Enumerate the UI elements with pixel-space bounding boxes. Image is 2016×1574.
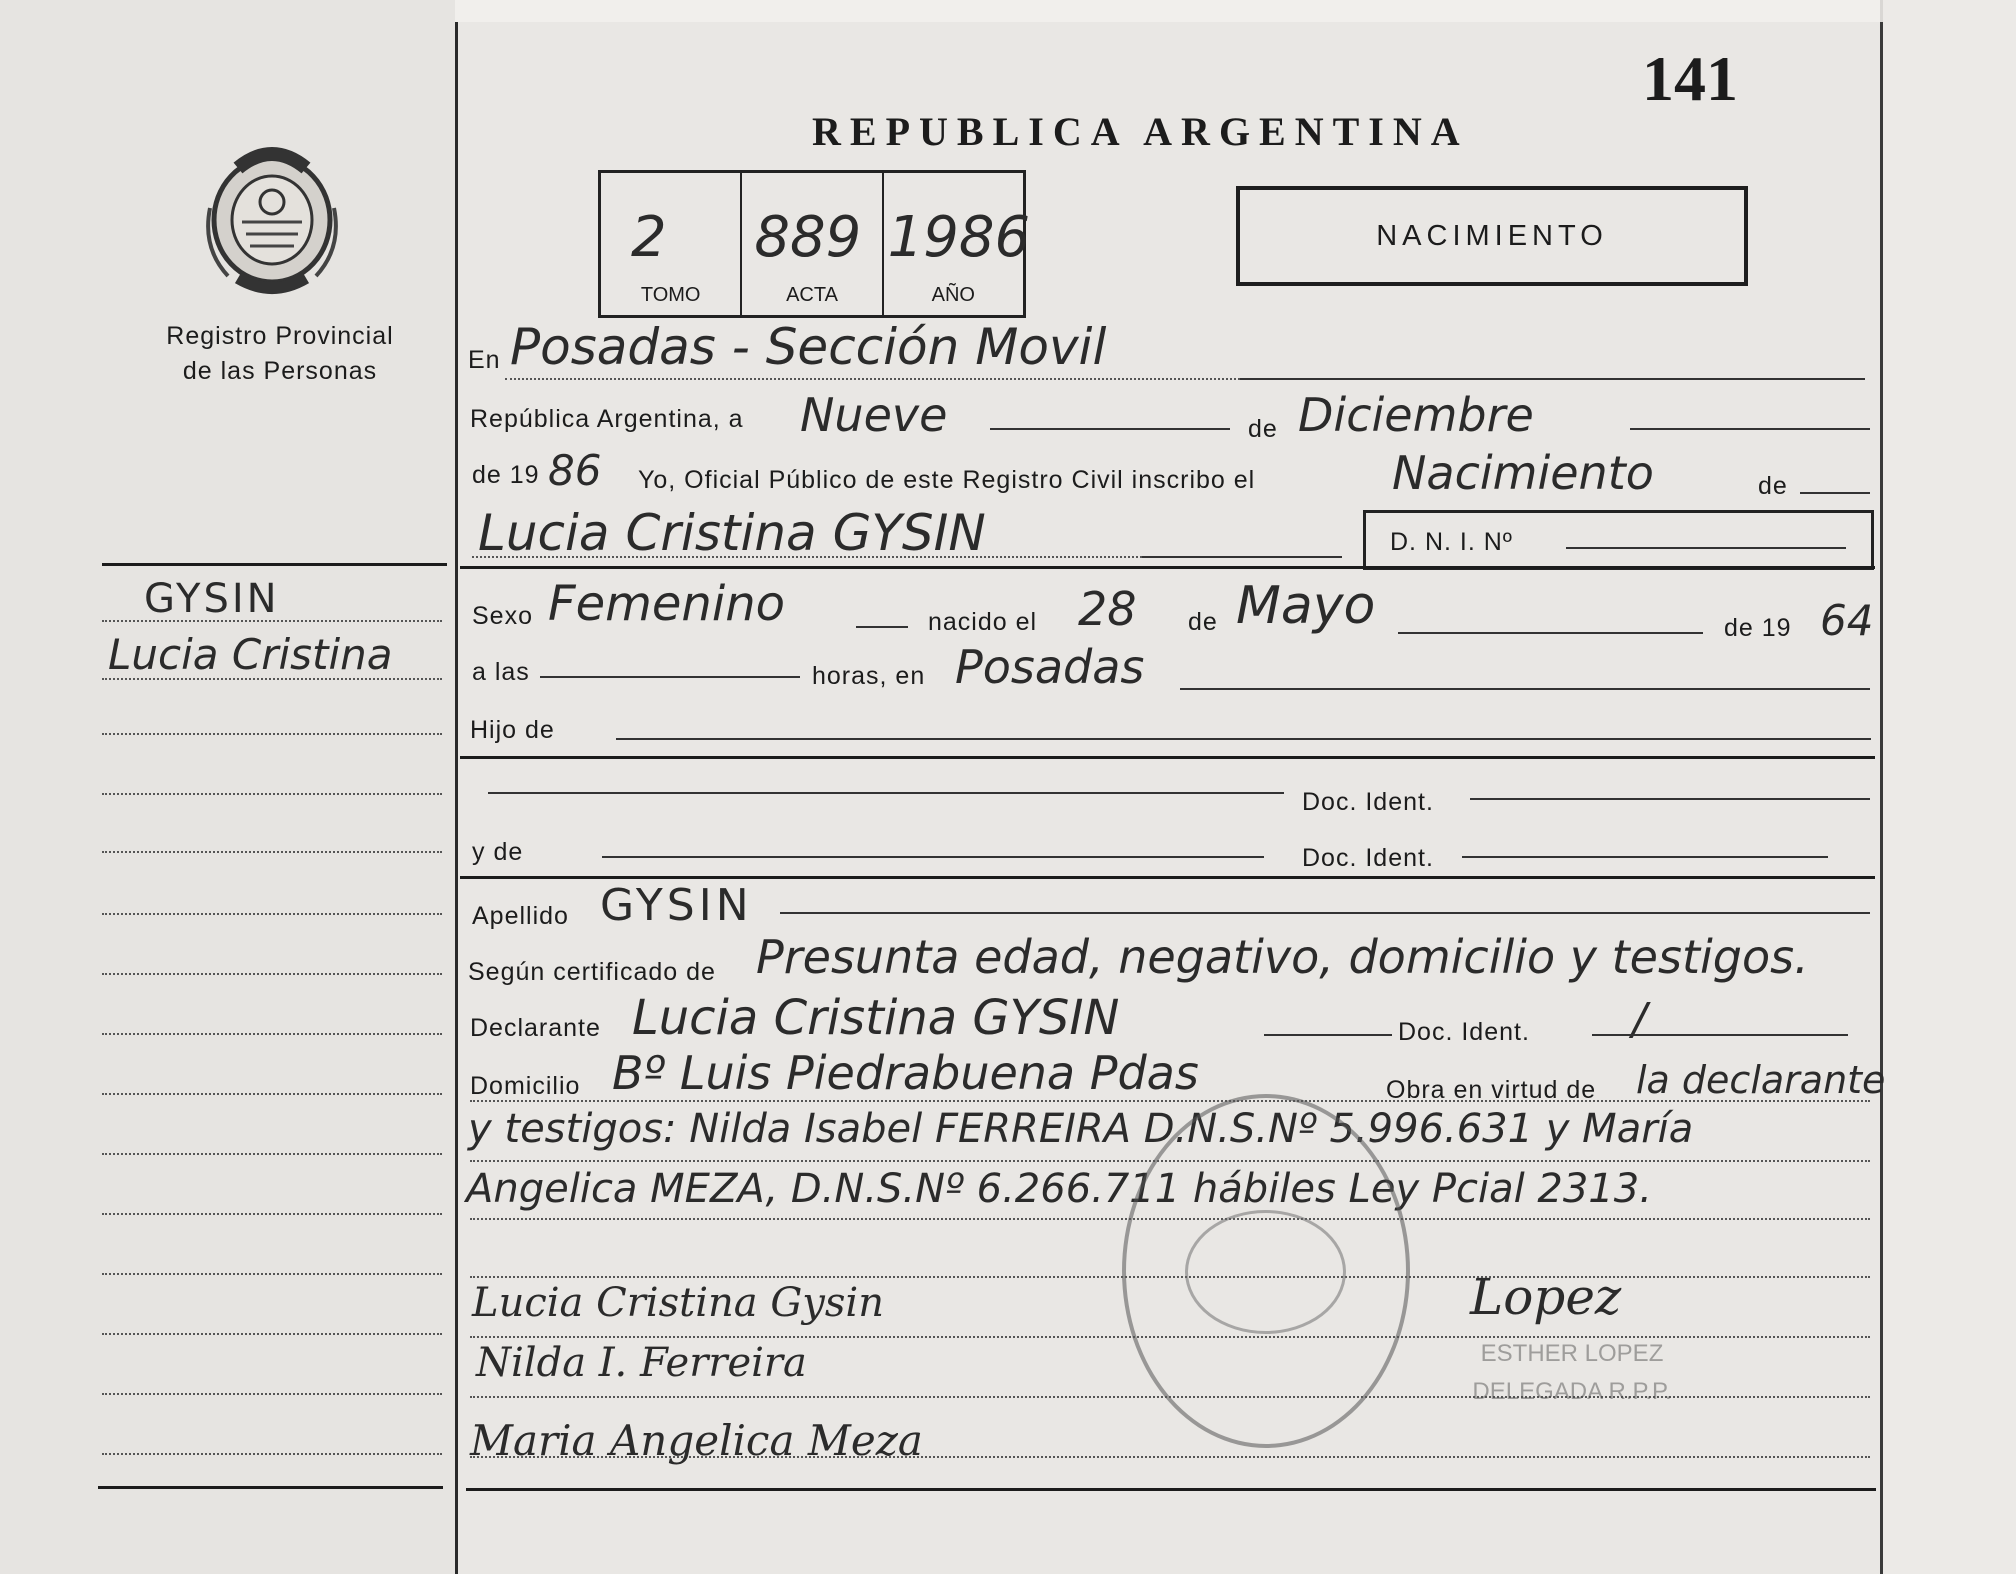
margin-dotted-line: [102, 973, 442, 975]
certificado-value: Presunta edad, negativo, domicilio y testigos.: [756, 930, 1809, 984]
place-dotted-line: [505, 378, 1240, 380]
domicilio-label: Domicilio: [470, 1072, 581, 1100]
de-label-3: de: [1188, 608, 1218, 636]
birth-year-suffix: 64: [1820, 596, 1874, 645]
mother-fill-line: [602, 856, 1264, 858]
margin-dotted-line: [102, 678, 442, 680]
record-type-box: NACIMIENTO: [1236, 186, 1748, 286]
apellido-fill-line: [780, 912, 1870, 914]
y-de-label: y de: [472, 838, 524, 866]
registry-name-line1: Registro Provincial: [166, 322, 394, 350]
margin-dotted-line: [102, 1273, 442, 1275]
hour-fill-line: [540, 676, 800, 678]
margin-dotted-line: [102, 1213, 442, 1215]
section-rule-3: [460, 876, 1875, 879]
place-value: Posadas - Sección Movil: [510, 318, 1107, 376]
section-rule-2: [460, 756, 1875, 759]
obra-dotted-line-1: [470, 1100, 1870, 1102]
birth-month-fill-line: [1398, 632, 1703, 634]
doc-ident-label-3: Doc. Ident.: [1398, 1018, 1530, 1046]
parent-fill-line: [488, 792, 1284, 794]
birth-year-prefix: de 19: [1724, 614, 1792, 642]
record-kind-value: Nacimiento: [1392, 446, 1654, 500]
sexo-label: Sexo: [472, 602, 533, 630]
sexo-value: Femenino: [548, 576, 785, 632]
dni-fill-line: [1566, 547, 1846, 549]
a-las-label: a las: [472, 658, 530, 686]
margin-dotted-line: [102, 1333, 442, 1335]
obra-label: Obra en virtud de: [1386, 1076, 1597, 1104]
birth-place-value: Posadas: [955, 640, 1145, 694]
margin-dotted-line: [102, 793, 442, 795]
signature-declarante: Lucia Cristina Gysin: [472, 1280, 884, 1326]
republica-label: República Argentina, a: [470, 405, 744, 433]
day-fill-line: [990, 428, 1230, 430]
birth-day-value: 28: [1078, 582, 1137, 636]
hijo-label: Hijo de: [470, 716, 555, 744]
en-label: En: [468, 346, 501, 374]
country-title: REPUBLICA ARGENTINA: [812, 109, 1469, 154]
doc-ident-3-value: /: [1632, 994, 1647, 1045]
doc-ident-2-fill-line: [1462, 856, 1828, 858]
apellido-value: GYSIN: [600, 880, 753, 931]
obra-line1: la declarante: [1636, 1058, 1886, 1102]
person-name: Lucia Cristina GYSIN: [478, 504, 986, 562]
section-rule-bottom: [466, 1488, 1876, 1491]
tomo-value: 2: [631, 205, 667, 270]
margin-given-names: Lucia Cristina: [108, 630, 393, 679]
month-value: Diciembre: [1298, 388, 1534, 442]
person-name-fill-line: [1142, 556, 1342, 558]
month-fill-line: [1630, 428, 1870, 430]
acta-label: ACTA: [786, 284, 838, 306]
segun-label: Según certificado de: [468, 958, 716, 986]
anio-label: AÑO: [931, 284, 975, 306]
margin-dotted-line: [102, 851, 442, 853]
registry-stamp-emblem: [1185, 1210, 1346, 1334]
doc-ident-label-2: Doc. Ident.: [1302, 844, 1434, 872]
margin-rule-top: [102, 563, 447, 566]
father-fill-line: [616, 738, 1871, 740]
margin-dotted-line: [102, 1153, 442, 1155]
margin-dotted-line: [102, 620, 442, 622]
place-fill-line: [1240, 378, 1865, 380]
margin-dotted-line: [102, 1453, 442, 1455]
sexo-fill-line: [856, 626, 908, 628]
doc-ident-1-fill-line: [1470, 798, 1870, 800]
obra-line2: y testigos: Nilda Isabel FERREIRA D.N.S.Nº 5.996.631 y María: [468, 1106, 1694, 1152]
de-label-2: de: [1758, 472, 1788, 500]
declarante-label: Declarante: [470, 1014, 601, 1042]
doc-ident-label-1: Doc. Ident.: [1302, 788, 1434, 816]
misiones-seal-icon: [198, 138, 346, 298]
section-rule-1: [460, 566, 1875, 569]
official-stamp-title: DELEGADA R.P.P.: [1472, 1378, 1672, 1405]
de-label: de: [1248, 415, 1278, 443]
margin-dotted-line: [102, 1033, 442, 1035]
registry-name-line2: de las Personas: [182, 357, 378, 385]
signature-witness-2: Maria Angelica Meza: [470, 1416, 923, 1465]
acta-cell: [742, 173, 883, 315]
de-fill-line: [1800, 492, 1870, 494]
sheet-top-edge: [455, 0, 1880, 22]
day-value: Nueve: [800, 388, 948, 442]
obra-line3: Angelica MEZA, D.N.S.Nº 6.266.711 hábiles Ley Pcial 2313.: [466, 1166, 1652, 1212]
acta-value: 889: [754, 205, 862, 270]
doc-ident-3-fill-line: [1592, 1034, 1848, 1036]
dni-label: D. N. I. Nº: [1390, 528, 1513, 556]
person-name-dotted-line: [472, 556, 1142, 558]
yo-statement: Yo, Oficial Público de este Registro Civil inscribo el: [638, 466, 1256, 494]
official-stamp-name: ESTHER LOPEZ: [1480, 1340, 1664, 1367]
year-prefix: de 19: [472, 461, 540, 489]
declarante-value: Lucia Cristina GYSIN: [632, 990, 1120, 1046]
margin-dotted-line: [102, 1093, 442, 1095]
birth-place-fill-line: [1180, 688, 1870, 690]
margin-surname: GYSIN: [144, 576, 280, 622]
birth-month-value: Mayo: [1236, 576, 1376, 636]
nacido-label: nacido el: [928, 608, 1038, 636]
signature-official: Lopez: [1470, 1268, 1622, 1326]
anio-cell: [884, 173, 1031, 315]
margin-dotted-line: [102, 913, 442, 915]
declarante-fill-line: [1264, 1034, 1392, 1036]
page-number: 141: [1642, 43, 1738, 114]
dni-box: [1363, 510, 1874, 570]
year-suffix: 86: [548, 446, 602, 495]
margin-dotted-line: [102, 733, 442, 735]
margin-rule-bottom: [98, 1486, 443, 1489]
domicilio-value: Bº Luis Piedrabuena Pdas: [612, 1046, 1199, 1100]
margin-dotted-line: [102, 1393, 442, 1395]
tomo-label: TOMO: [640, 284, 701, 306]
horas-label: horas, en: [812, 662, 926, 690]
next-page-strip: [1883, 0, 2016, 1574]
tomo-cell: [601, 173, 742, 315]
anio-value: 1986: [887, 205, 1031, 270]
apellido-label: Apellido: [472, 902, 569, 930]
record-number-box: [598, 170, 1031, 318]
signature-witness-1: Nilda I. Ferreira: [476, 1340, 807, 1386]
